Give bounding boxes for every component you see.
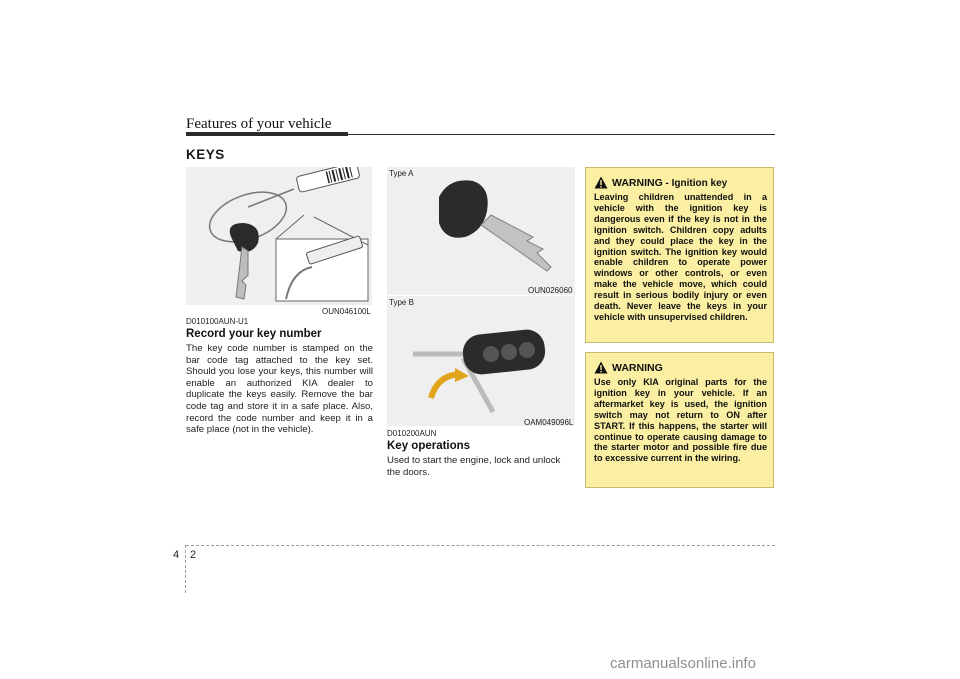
header-rule: [186, 134, 775, 135]
page-number: 2: [190, 549, 197, 561]
section-title: KEYS: [186, 147, 225, 162]
operations-section-code: D010200AUN: [387, 429, 437, 438]
warning-body: Leaving children unattended in a vehicle with the ignition key is dangerous even if the key is not in the ignition switch. Children copy adults and they could place the key in the ignition switch. The ignition key would enable children to operate power windows or other controls, or even make the vehicle move, which could result in serious bodily injury or even death. Never leave the keys in your vehicle with unsupervised children.: [594, 192, 767, 322]
footer-rule: [186, 545, 775, 546]
warning-heading: [594, 361, 767, 375]
warning-box-ignition-key: [585, 167, 774, 343]
record-body: The key code number is stamped on the bar code tag attached to the key set. Should you lose your keys, this number will enable an authorized KIA dealer to duplicate the keys easily. Remove the bar code tag and store it in a safe place. Also, record the code number and keep it in a safe place (not in the vehicle).: [186, 343, 373, 436]
warning-triangle-icon: [594, 176, 608, 189]
watermark: carmanualsonline.info: [610, 655, 756, 672]
chapter-number: 4: [173, 549, 180, 561]
figure-type-a: Type A: [389, 169, 414, 178]
warning-triangle-icon: [594, 361, 608, 374]
operations-body: Used to start the engine, lock and unlock the doors.: [387, 455, 561, 478]
key-type-b-illustration: [387, 296, 575, 426]
page-header-title: Features of your vehicle: [186, 116, 332, 132]
footer-divider: [185, 545, 186, 593]
warning-heading: [594, 176, 767, 190]
warning-body: Use only KIA original parts for the ignition key in your vehicle. If an aftermarket key is used, the ignition switch may not return to ON after START. If this happens, the starter will continue to operate causing damage to the starter motor and possible fire due to excessive current in the wiring.: [594, 377, 767, 464]
figure-code-1: OUN046100L: [322, 307, 371, 316]
key-set-illustration: [186, 167, 372, 305]
figure-type-b: Type B: [389, 298, 414, 307]
record-section-code: D010100AUN-U1: [186, 317, 249, 326]
figure-code-2: OUN026060: [528, 286, 573, 295]
warning-label: WARNING: [612, 362, 663, 374]
key-type-a-illustration: [387, 167, 575, 295]
warning-box-original-parts: [585, 352, 774, 488]
operations-heading: Key operations: [387, 440, 471, 452]
key-set-figure: [186, 167, 372, 305]
key-type-a-figure: [387, 167, 575, 295]
figure-code-3: OAM049096L: [524, 418, 574, 427]
warning-label: WARNING: [612, 177, 663, 189]
warning-subtitle: - Ignition key: [662, 178, 728, 189]
key-type-b-figure: [387, 296, 575, 426]
record-heading: Record your key number: [186, 328, 322, 340]
